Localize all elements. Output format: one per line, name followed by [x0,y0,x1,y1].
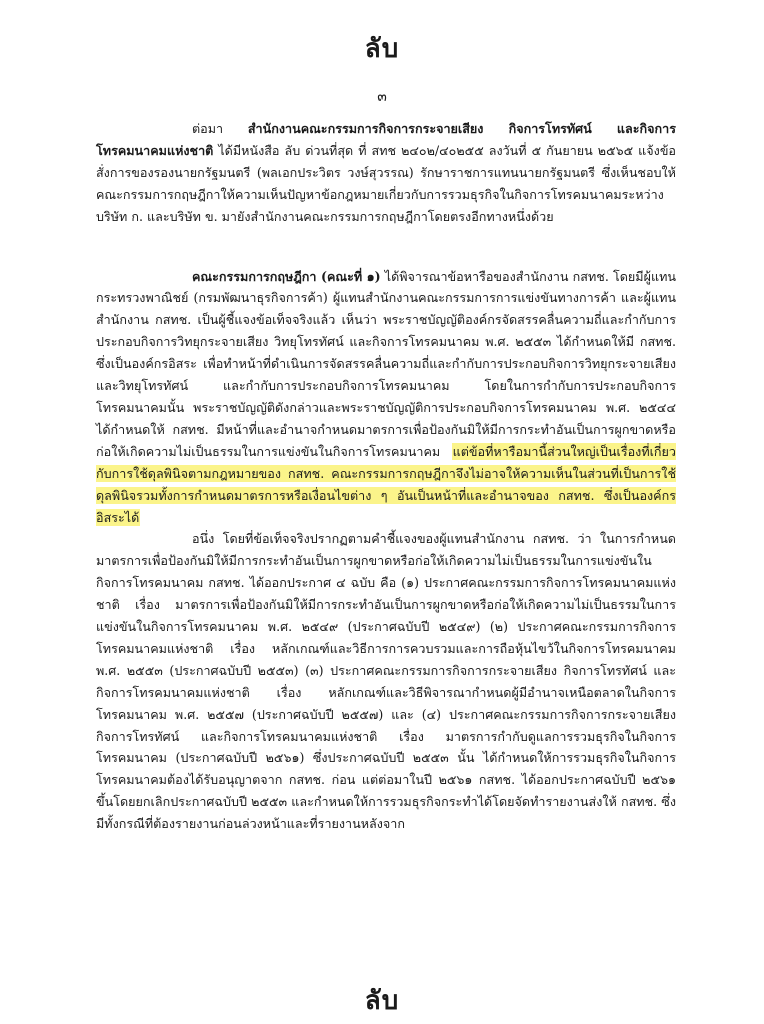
paragraph-2-text: ได้พิจารณาข้อหารือของสำนักงาน กสทช. โดยมีผู้แทนกระทรวงพาณิชย์ (กรมพัฒนาธุรกิจการค้า) ผู้แทนสำนักงานคณะกรรมการการแข่งขันทางการค้า และผู้แทนสำนักงาน กสทช. เป็นผู้ชี้แจงข้อเท็จจริงแล้ว เห็นว่า พระราชบัญญัติองค์กรจัดสรรคลื่นความถี่และกำกับการประกอบกิจการวิทยุกระจายเสียง วิทยุโทรทัศน์ และกิจการโทรคมนาคม พ.ศ. ๒๕๕๓ ได้กำหนดให้มี กสทช. ซึ่งเป็นองค์กรอิสระ เพื่อทำหน้าที่ดำเนินการจัดสรรคลื่นความถี่และกำกับการประกอบกิจการวิทยุกระจายเสียงและวิทยุโทรทัศน์ และกำกับการประกอบกิจการโทรคมนาคม โดยในการกำกับการประกอบกิจการโทรคมนาคมนั้น พระราชบัญญัติดังกล่าวและพระราชบัญญัติการประกอบกิจการโทรคมนาคม พ.ศ. ๒๕๔๔ ได้กำหนดให้ กสทช. มีหน้าที่และอำนาจกำหนดมาตรการเพื่อป้องกันมิให้มีการกระทำอันเป็นการผูกขาดหรือก่อให้เกิดความไม่เป็นธรรมในการแข่งขันในกิจการโทรคมนาคม [96,268,676,459]
paragraph-3-text: อนึ่ง โดยที่ข้อเท็จจริงปรากฏตามคำชี้แจงของผู้แทนสำนักงาน กสทช. ว่า ในการกำหนดมาตรการเพื่อป้องกันมิให้มีการกระทำอันเป็นการผูกขาดหรือก่อให้เกิดความไม่เป็นธรรมในการแข่งขันในกิจการโทรคมนาคม กสทช. ได้ออกประกาศ ๔ ฉบับ คือ (๑) ประกาศคณะกรรมการกิจการโทรคมนาคมแห่งชาติ เรื่อง มาตรการเพื่อป้องกันมิให้มีการกระทำอันเป็นการผูกขาดหรือก่อให้เกิดความไม่เป็นธรรมในการแข่งขันในกิจการโทรคมนาคม พ.ศ. ๒๕๔๙ (ประกาศฉบับปี ๒๕๔๙) (๒) ประกาศคณะกรรมการกิจการโทรคมนาคมแห่งชาติ เรื่อง หลักเกณฑ์และวิธีการการควบรวมและการถือหุ้นไขว้ในกิจการโทรคมนาคม พ.ศ. ๒๕๕๓ (ประกาศฉบับปี ๒๕๕๓) (๓) ประกาศคณะกรรมการกิจการกระจายเสียง กิจการโทรทัศน์ และกิจการโทรคมนาคมแห่งชาติ เรื่อง หลักเกณฑ์และวิธีพิจารณากำหนดผู้มีอำนาจเหนือตลาดในกิจการโทรคมนาคม พ.ศ. ๒๕๕๗ (ประกาศฉบับปี ๒๕๕๗) และ (๔) ประกาศคณะกรรมการกิจการกระจายเสียง กิจการโทรทัศน์ และกิจการโทรคมนาคมแห่งชาติ เรื่อง มาตรการกำกับดูแลการรวมธุรกิจในกิจการโทรคมนาคม (ประกาศฉบับปี ๒๕๖๑) ซึ่งประกาศฉบับปี ๒๕๕๓ นั้น ได้กำหนดให้การรวมธุรกิจในกิจการโทรคมนาคมต้องได้รับอนุญาตจาก กสทช. ก่อน แต่ต่อมาในปี ๒๕๖๑ กสทช. ได้ออกประกาศฉบับปี ๒๕๖๑ ขึ้นโดยยกเลิกประกาศฉบับปี ๒๕๕๓ และกำหนดให้การรวมธุรกิจกระทำได้โดยจัดทำรายงานส่งให้ กสทช. ซึ่งมีทั้งกรณีที่ต้องรายงานก่อนล่วงหน้าและที่รายงานหลังจาก [96,531,676,832]
page-number: ๓ [377,89,387,105]
classification-footer: ลับ [364,986,400,1016]
paragraph-1-bold: สำนักงานคณะกรรมการกิจการกระจายเสียง กิจการโทรทัศน์ และกิจการโทรคมนาคมแห่งชาติ [96,121,676,158]
paragraph-1 [96,118,676,228]
paragraph-2-bold: คณะกรรมการกฤษฎีกา (คณะที่ ๑) [192,268,381,284]
paragraph-1-text: ได้มีหนังสือ ลับ ด่วนที่สุด ที่ สทช ๒๔๐๒/๔๐๒๕๕ ลงวันที่ ๕ กันยายน ๒๕๖๕ แจ้งข้อสั่งการของรองนายกรัฐมนตรี (พลเอกประวิตร วงษ์สุวรรณ) รักษาราชการแทนนายกรัฐมนตรี ซึ่งเห็นชอบให้คณะกรรมการกฤษฎีกาให้ความเห็นปัญหาข้อกฎหมายเกี่ยวกับการรวมธุรกิจในกิจการโทรคมนาคมระหว่างบริษัท ก. และบริษัท ข. มายังสำนักงานคณะกรรมการกฤษฎีกาโดยตรงอีกทางหนึ่งด้วย [96,142,676,224]
paragraph-1-lead: ต่อมา [192,121,248,136]
paragraph-3 [96,528,676,835]
paragraph-2 [96,266,676,529]
classification-header: ลับ [364,34,400,64]
document-body [96,118,676,835]
highlighted-passage: แต่ข้อที่หารือมานี้ส่วนใหญ่เป็นเรื่องที่เกี่ยวกับการใช้ดุลพินิจตามกฎหมายของ กสทช. คณะกรรมการกฤษฎีกาจึงไม่อาจให้ความเห็นในส่วนที่เป็นการใช้ดุลพินิจรวมทั้งการกำหนดมาตรการหรือเงื่อนไขต่าง ๆ อันเป็นหน้าที่และอำนาจของ กสทช. ซึ่งเป็นองค์กรอิสระได้ [96,443,676,525]
